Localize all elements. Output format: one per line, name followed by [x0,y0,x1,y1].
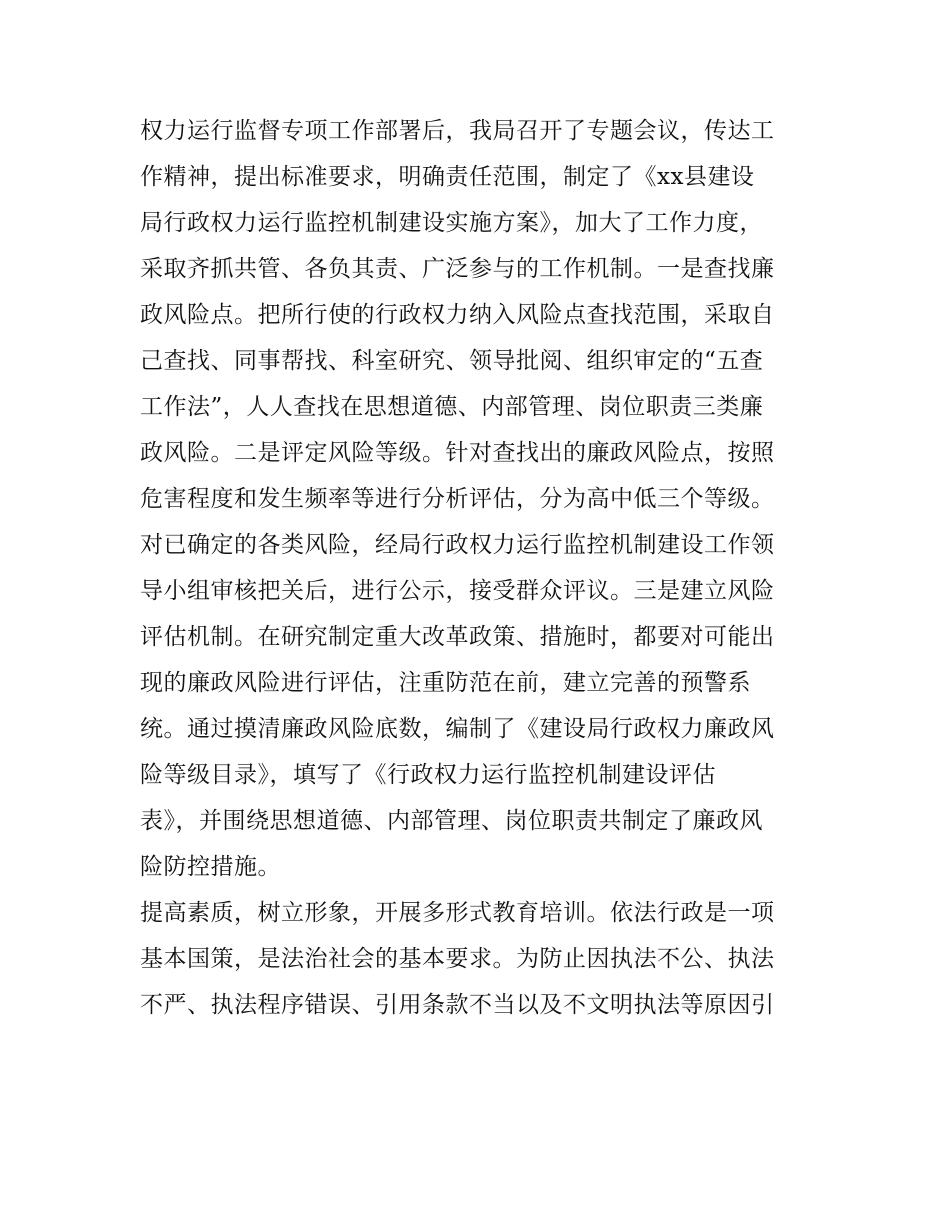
text-line: 导小组审核把关后，进行公示，接受群众评议。三是建立风险 [140,578,775,604]
text-line: 险防控措施。 [140,854,281,880]
text-line: 险等级目录》，填写了《行政权力运行监控机制建设评估 [140,762,716,788]
text-line: 权力运行监督专项工作部署后，我局召开了专题会议，传达工 [140,118,775,144]
text-line: 政风险。二是评定风险等级。针对查找出的廉政风险点，按照 [140,440,775,466]
text-line: 工作法”，人人查找在思想道德、内部管理、岗位职责三类廉 [140,394,764,420]
text-line: 评估机制。在研究制定重大改革政策、措施时，都要对可能出 [140,624,775,650]
text-line: 作精神，提出标准要求，明确责任范围，制定了《xx县建设 [140,164,755,190]
text-line: 对已确定的各类风险，经局行政权力运行监控机制建设工作领 [140,532,775,558]
text-line: 采取齐抓共管、各负其责、广泛参与的工作机制。一是查找廉 [140,256,775,282]
text-line: 己查找、同事帮找、科室研究、领导批阅、组织审定的“五查 [140,348,764,374]
text-line: 危害程度和发生频率等进行分析评估，分为高中低三个等级。 [140,486,775,512]
text-line: 统。通过摸清廉政风险底数，编制了《建设局行政权力廉政风 [140,716,775,742]
text-line: 基本国策，是法治社会的基本要求。为防止因执法不公、执法 [140,946,775,972]
text-line: 现的廉政风险进行评估，注重防范在前，建立完善的预警系 [140,670,751,696]
text-line: 表》，并围绕思想道德、内部管理、岗位职责共制定了廉政风 [140,808,763,834]
document-body [140,108,820,1028]
text-line: 局行政权力运行监控机制建设实施方案》，加大了工作力度， [140,210,763,236]
text-line: 提高素质，树立形象，开展多形式教育培训。依法行政是一项 [140,900,775,926]
text-line: 不严、执法程序错误、引用条款不当以及不文明执法等原因引 [140,992,775,1018]
text-line: 政风险点。把所行使的行政权力纳入风险点查找范围，采取自 [140,302,775,328]
